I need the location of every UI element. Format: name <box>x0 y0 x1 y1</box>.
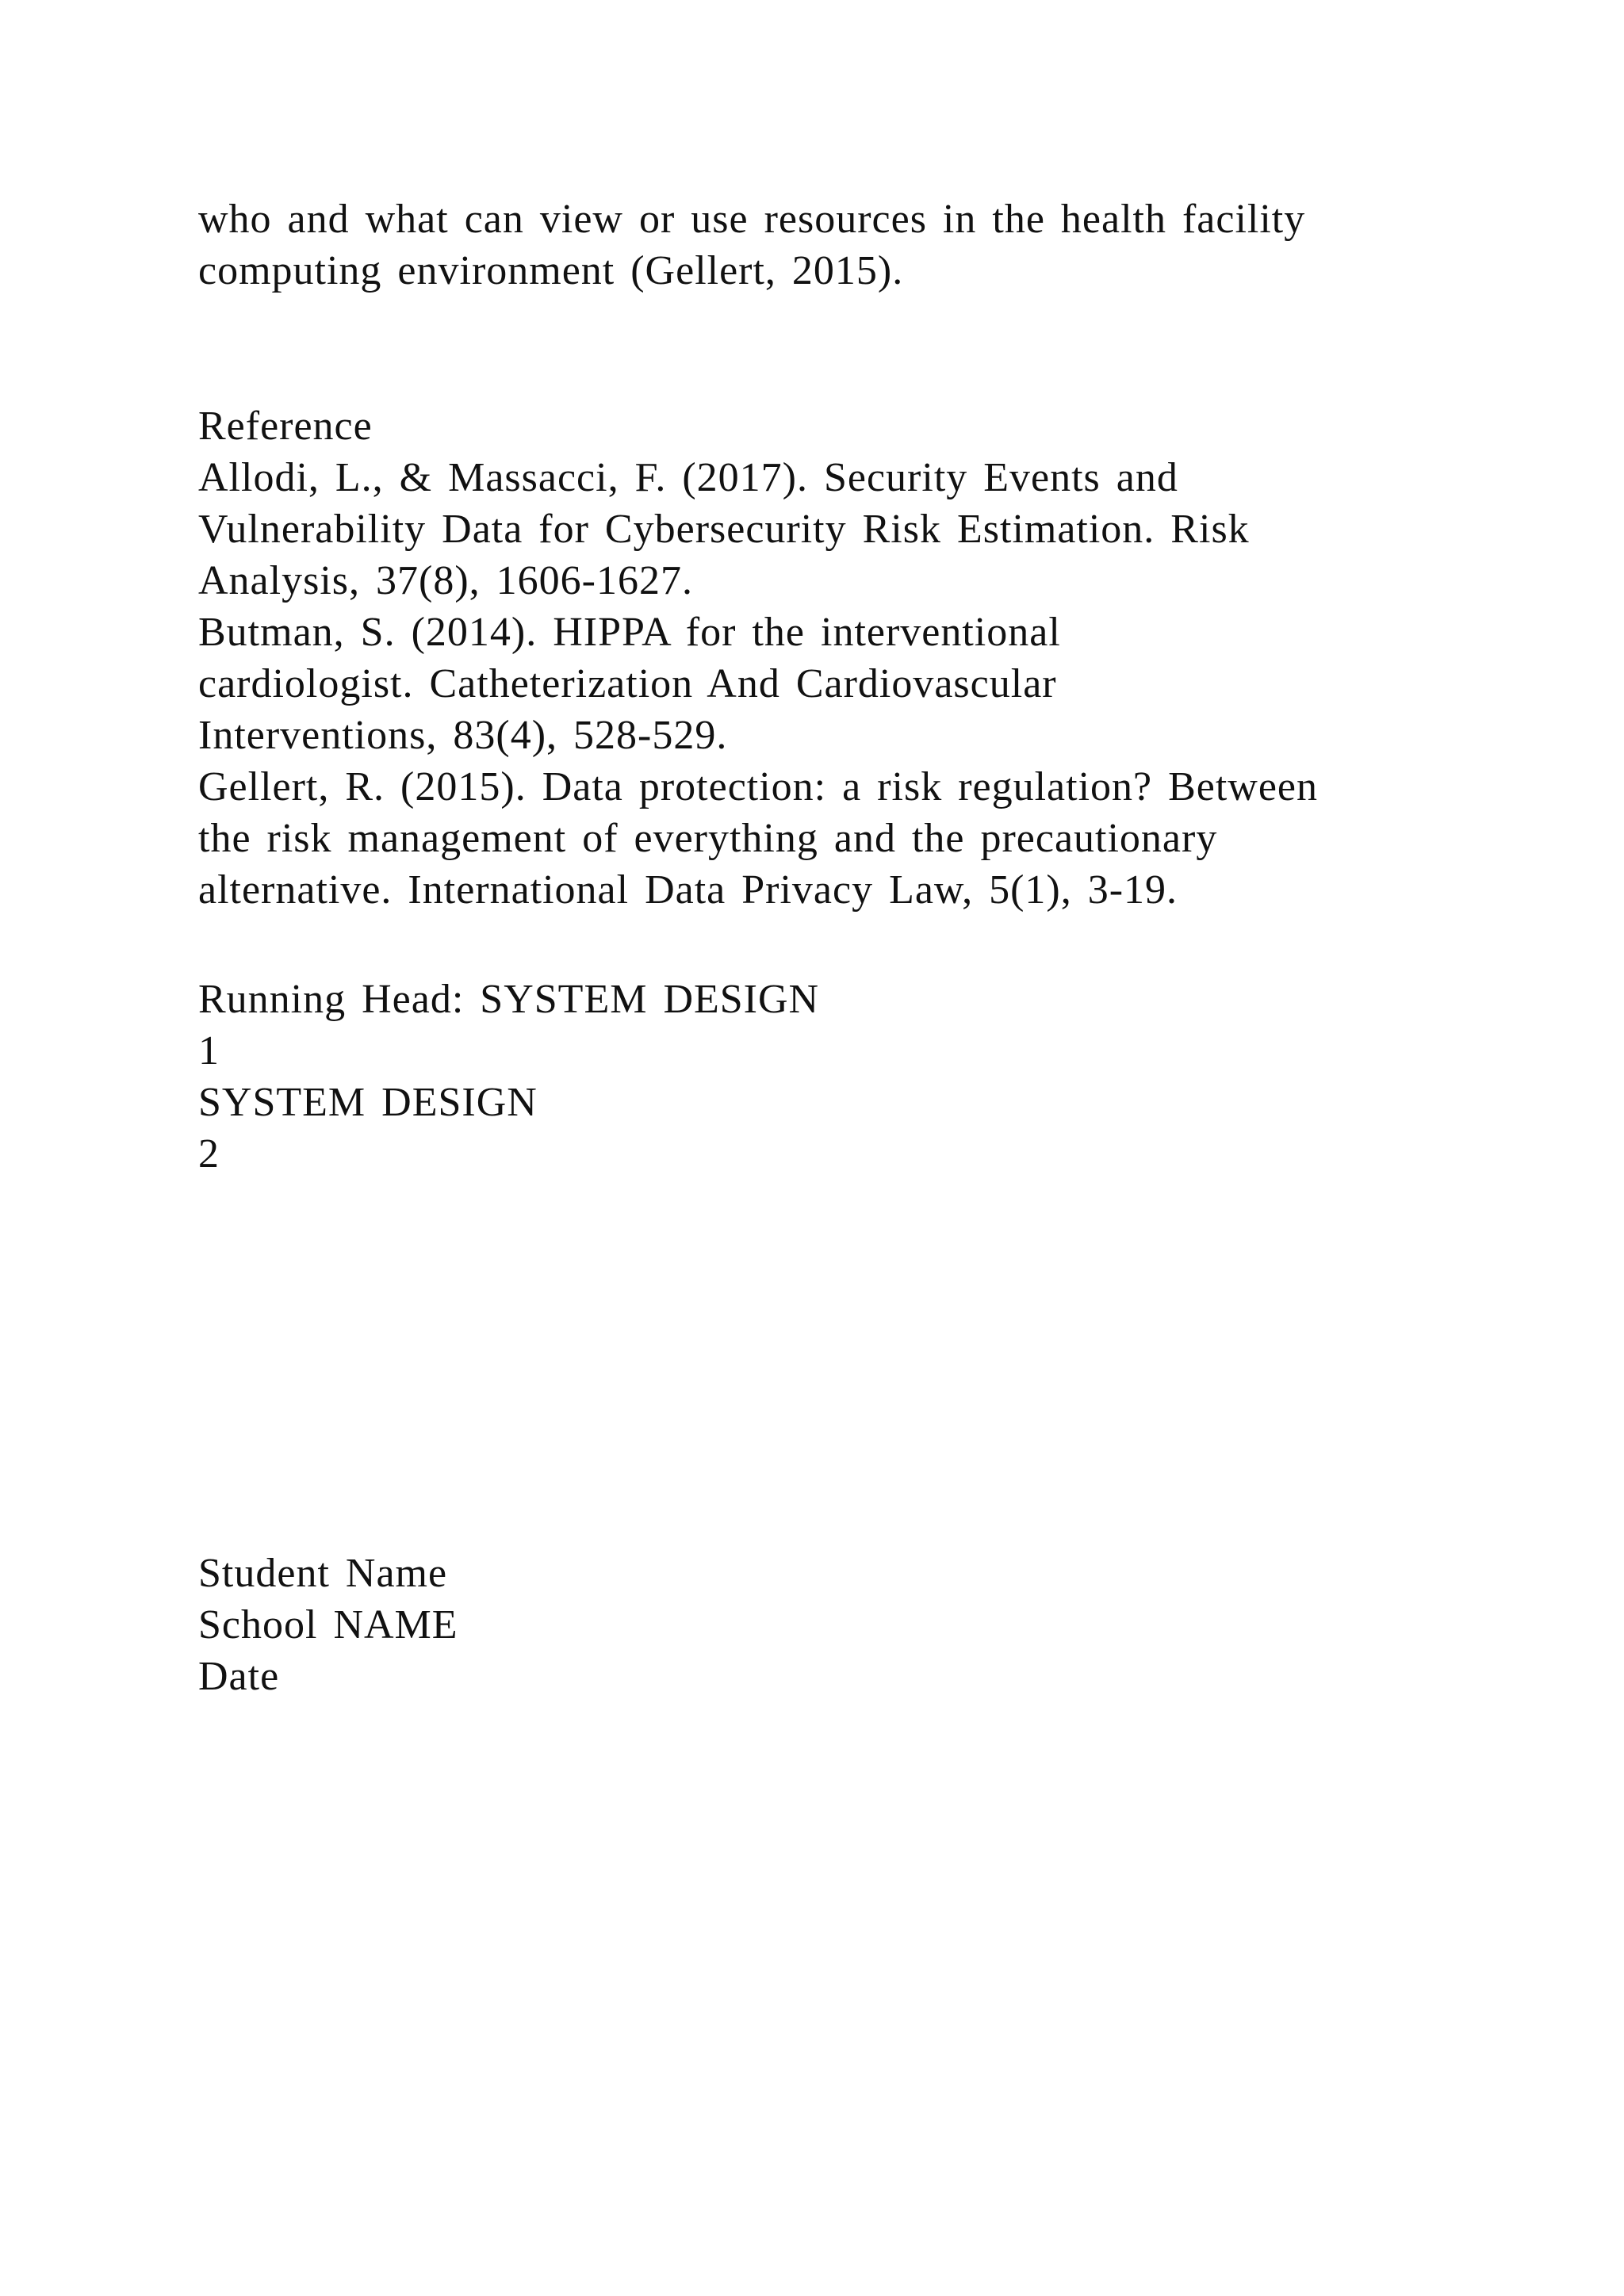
author-block <box>198 1548 1467 1702</box>
reference-entry-allodi-line: Analysis, 37(8), 1606-1627. <box>198 558 693 603</box>
reference-section <box>198 400 1467 916</box>
intro-line: computing environment (Gellert, 2015). <box>198 248 904 293</box>
reference-entry-allodi-line: Allodi, L., & Massacci, F. (2017). Security Events and <box>198 455 1178 500</box>
page-number: 1 <box>198 1028 220 1073</box>
reference-entry-butman-line: cardiologist. Catheterization And Cardiovascular <box>198 661 1057 706</box>
reference-entry-butman-line: Butman, S. (2014). HIPPA for the interventional <box>198 610 1061 655</box>
running-head: Running Head: SYSTEM DESIGN <box>198 977 820 1022</box>
reference-entry-gellert-line: Gellert, R. (2015). Data protection: a risk regulation? Between <box>198 764 1319 809</box>
reference-entry-gellert-line: alternative. International Data Privacy Law, 5(1), 3-19. <box>198 867 1178 913</box>
intro-line: who and what can view or use resources in the health facility <box>198 197 1306 242</box>
page-header-block <box>198 974 1467 1180</box>
reference-heading: Reference <box>198 404 373 449</box>
reference-entry-gellert-line: the risk management of everything and the precautionary <box>198 816 1218 861</box>
reference-entry-allodi-line: Vulnerability Data for Cybersecurity Risk Estimation. Risk <box>198 507 1250 552</box>
short-title: SYSTEM DESIGN <box>198 1080 538 1125</box>
page-number: 2 <box>198 1131 220 1177</box>
school-name: School NAME <box>198 1602 458 1647</box>
date: Date <box>198 1654 280 1699</box>
reference-entry-butman-line: Interventions, 83(4), 528-529. <box>198 713 728 758</box>
intro-paragraph <box>198 193 1467 297</box>
student-name: Student Name <box>198 1551 448 1596</box>
